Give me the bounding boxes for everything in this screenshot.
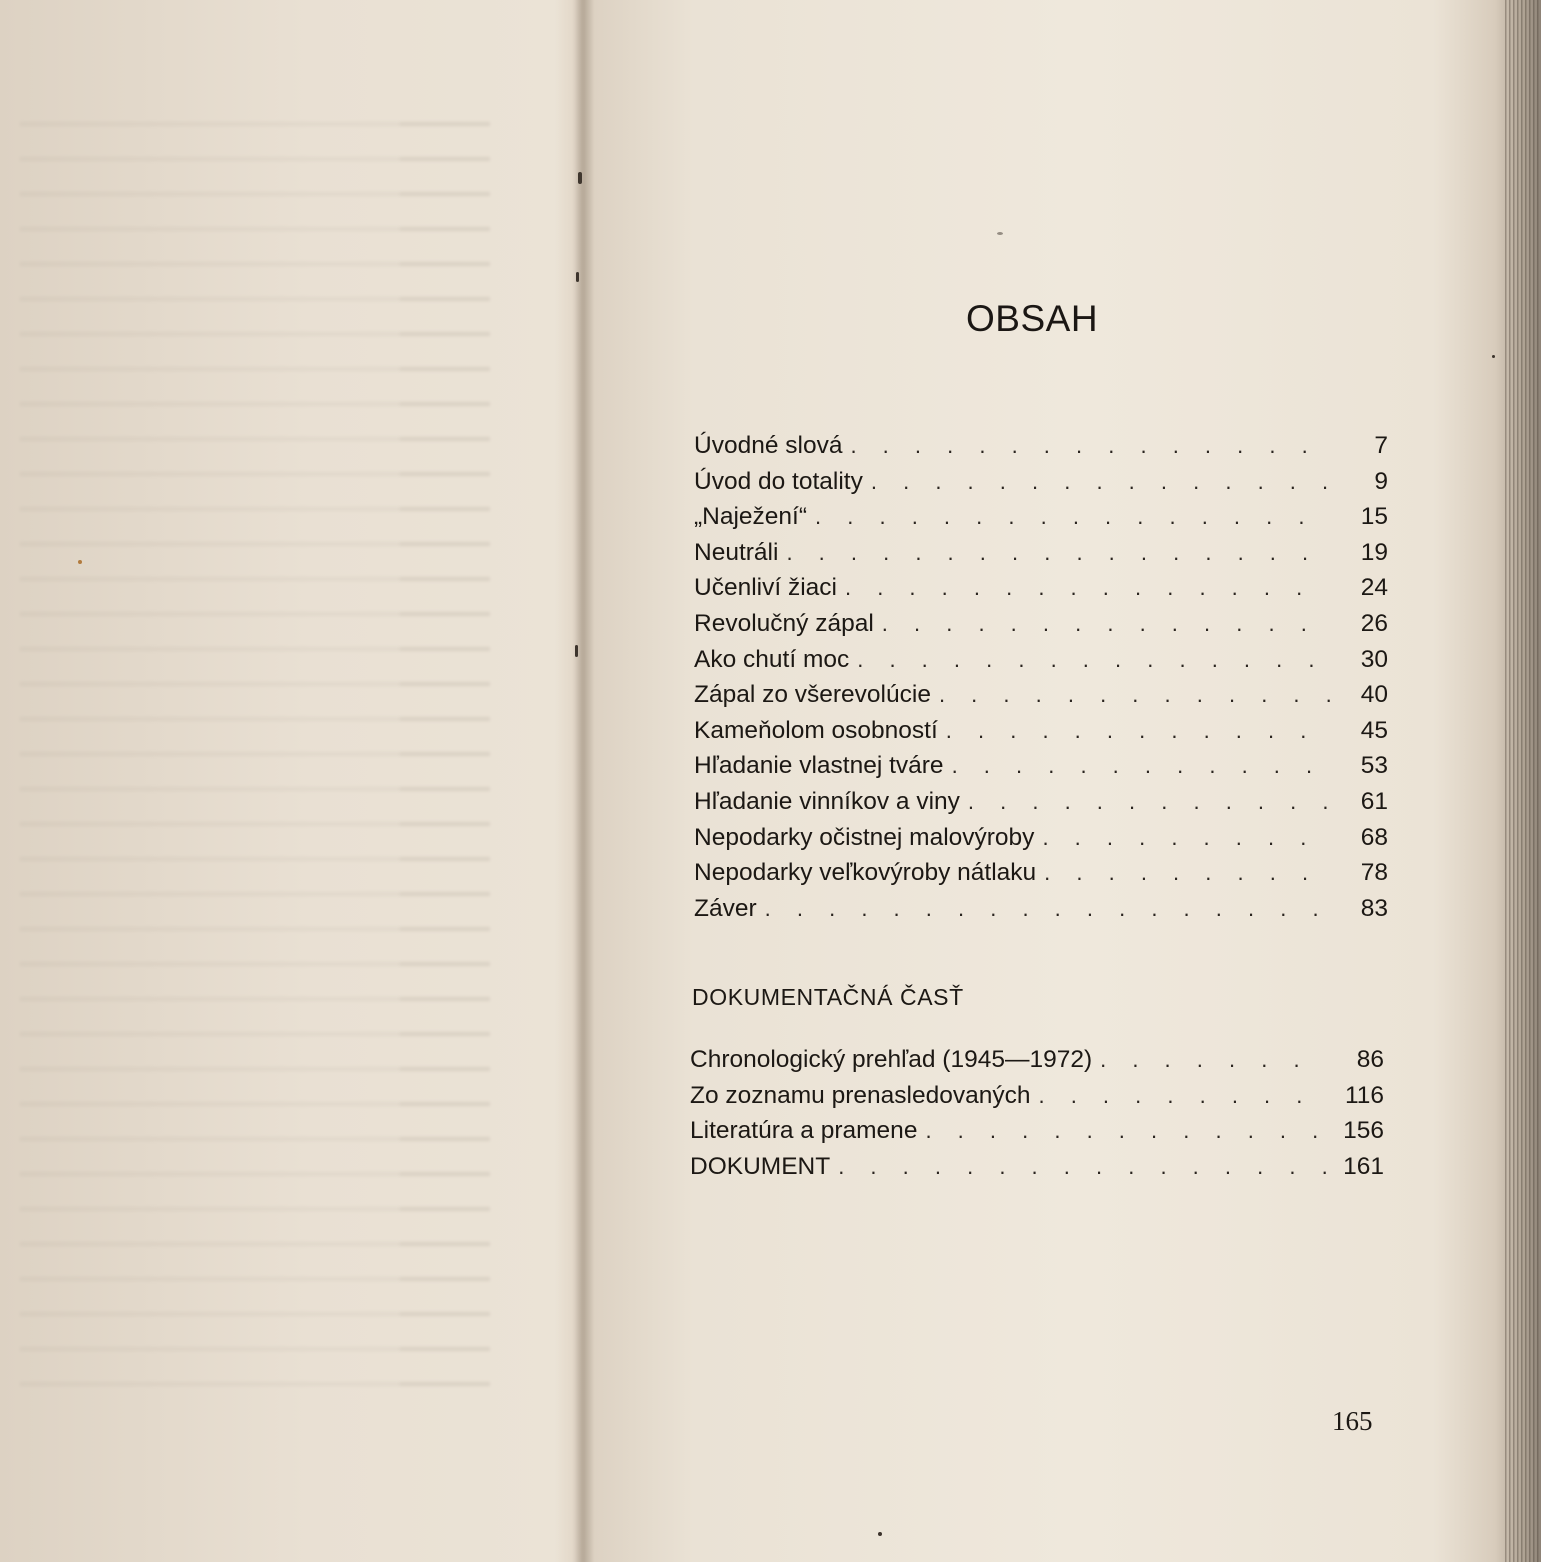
toc-row	[688, 748, 1388, 784]
leader-dots	[786, 535, 1330, 571]
toc-entry-label: Revolučný zápal	[694, 609, 874, 637]
page-number: 165	[1332, 1406, 1373, 1436]
toc-entry-page: 61	[1360, 787, 1388, 815]
left-page	[0, 0, 580, 1562]
toc-entry-label: Hľadanie vinníkov a viny	[694, 787, 960, 815]
section-heading: DOKUMENTAČNÁ ČASŤ	[692, 984, 964, 1010]
toc-entry-page: 45	[1360, 716, 1388, 744]
toc-row	[688, 464, 1388, 500]
toc-row	[688, 642, 1388, 678]
toc-row	[684, 1149, 1384, 1185]
leader-dots	[952, 748, 1330, 784]
toc-row	[688, 784, 1388, 820]
toc-row	[688, 428, 1388, 464]
toc-entry-label: Neutráli	[694, 538, 779, 566]
book-spine	[572, 0, 594, 1562]
leader-dots	[1044, 855, 1330, 891]
leader-dots	[1038, 1078, 1326, 1114]
leader-dots	[925, 1113, 1326, 1149]
toc-row	[684, 1113, 1384, 1149]
leader-dots	[939, 677, 1330, 713]
leader-dots	[838, 1149, 1326, 1185]
toc-entry-page: 156	[1343, 1117, 1384, 1145]
toc-row	[688, 820, 1388, 856]
toc-entry-page: 161	[1343, 1152, 1384, 1180]
paper-speck	[997, 232, 1003, 235]
toc-entry-label: „Naježení“	[694, 503, 808, 531]
toc-entry-page: 26	[1360, 609, 1388, 637]
toc-entry-label: Nepodarky veľkovýroby nátlaku	[694, 859, 1037, 887]
toc-entry-page: 40	[1360, 681, 1388, 709]
page-stack-edge	[1505, 0, 1541, 1562]
toc-entry-label: Zo zoznamu prenasledovaných	[690, 1081, 1031, 1109]
leader-dots	[871, 464, 1330, 500]
toc-entry-page: 24	[1360, 574, 1388, 602]
toc-entry-label: Úvodné slová	[694, 432, 843, 459]
leader-dots	[882, 606, 1330, 642]
toc-entry-page: 9	[1374, 467, 1388, 495]
leader-dots	[1100, 1042, 1326, 1078]
toc-entry-label: Nepodarky očistnej malovýroby	[694, 823, 1035, 851]
toc-row	[688, 499, 1388, 535]
toc-entry-page: 15	[1360, 503, 1388, 531]
toc-entry-label: Úvod do totality	[694, 467, 863, 495]
toc-row	[688, 606, 1388, 642]
toc-entry-label: Ako chutí moc	[694, 645, 850, 673]
show-through-text-left	[20, 100, 400, 1400]
toc-main-list	[688, 428, 1388, 926]
toc-row	[684, 1042, 1384, 1078]
leader-dots	[968, 784, 1330, 820]
toc-entry-label: Učenliví žiaci	[694, 574, 837, 602]
toc-row	[684, 1078, 1384, 1114]
leader-dots	[857, 642, 1330, 678]
leader-dots	[850, 428, 1330, 464]
toc-entry-page: 116	[1344, 1081, 1384, 1109]
paper-speck	[878, 1532, 882, 1536]
toc-entry-label: Zápal zo všerevolúcie	[694, 681, 931, 709]
toc-row	[688, 535, 1388, 571]
toc-entry-page: 86	[1356, 1046, 1384, 1073]
leader-dots	[845, 570, 1330, 606]
toc-entry-page: 19	[1360, 538, 1388, 566]
leader-dots	[815, 499, 1330, 535]
toc-entry-page: 68	[1360, 823, 1388, 851]
toc-row	[688, 713, 1388, 749]
toc-entry-label: Chronologický prehľad (1945—1972)	[690, 1046, 1093, 1073]
toc-entry-page: 83	[1360, 894, 1388, 922]
ink-speck	[78, 560, 82, 564]
toc-entry-label: Hľadanie vlastnej tváre	[694, 752, 944, 780]
toc-entry-label: Záver	[694, 894, 757, 922]
toc-row	[688, 677, 1388, 713]
toc-entry-label: Literatúra a pramene	[690, 1117, 918, 1145]
toc-entry-page: 53	[1360, 752, 1388, 780]
toc-entry-page: 7	[1374, 432, 1388, 459]
toc-row	[688, 855, 1388, 891]
leader-dots	[765, 891, 1330, 927]
paper-speck	[1492, 355, 1495, 358]
leader-dots	[946, 713, 1330, 749]
toc-entry-label: DOKUMENT	[690, 1152, 831, 1180]
show-through-text-right-column	[400, 100, 490, 1400]
toc-row	[688, 891, 1388, 927]
toc-title: OBSAH	[966, 298, 1099, 339]
toc-entry-label: Kameňolom osobností	[694, 716, 938, 744]
leader-dots	[1042, 820, 1330, 856]
toc-row	[688, 570, 1388, 606]
toc-section-list	[684, 1042, 1384, 1184]
toc-entry-page: 30	[1360, 645, 1388, 673]
toc-entry-page: 78	[1360, 859, 1388, 887]
